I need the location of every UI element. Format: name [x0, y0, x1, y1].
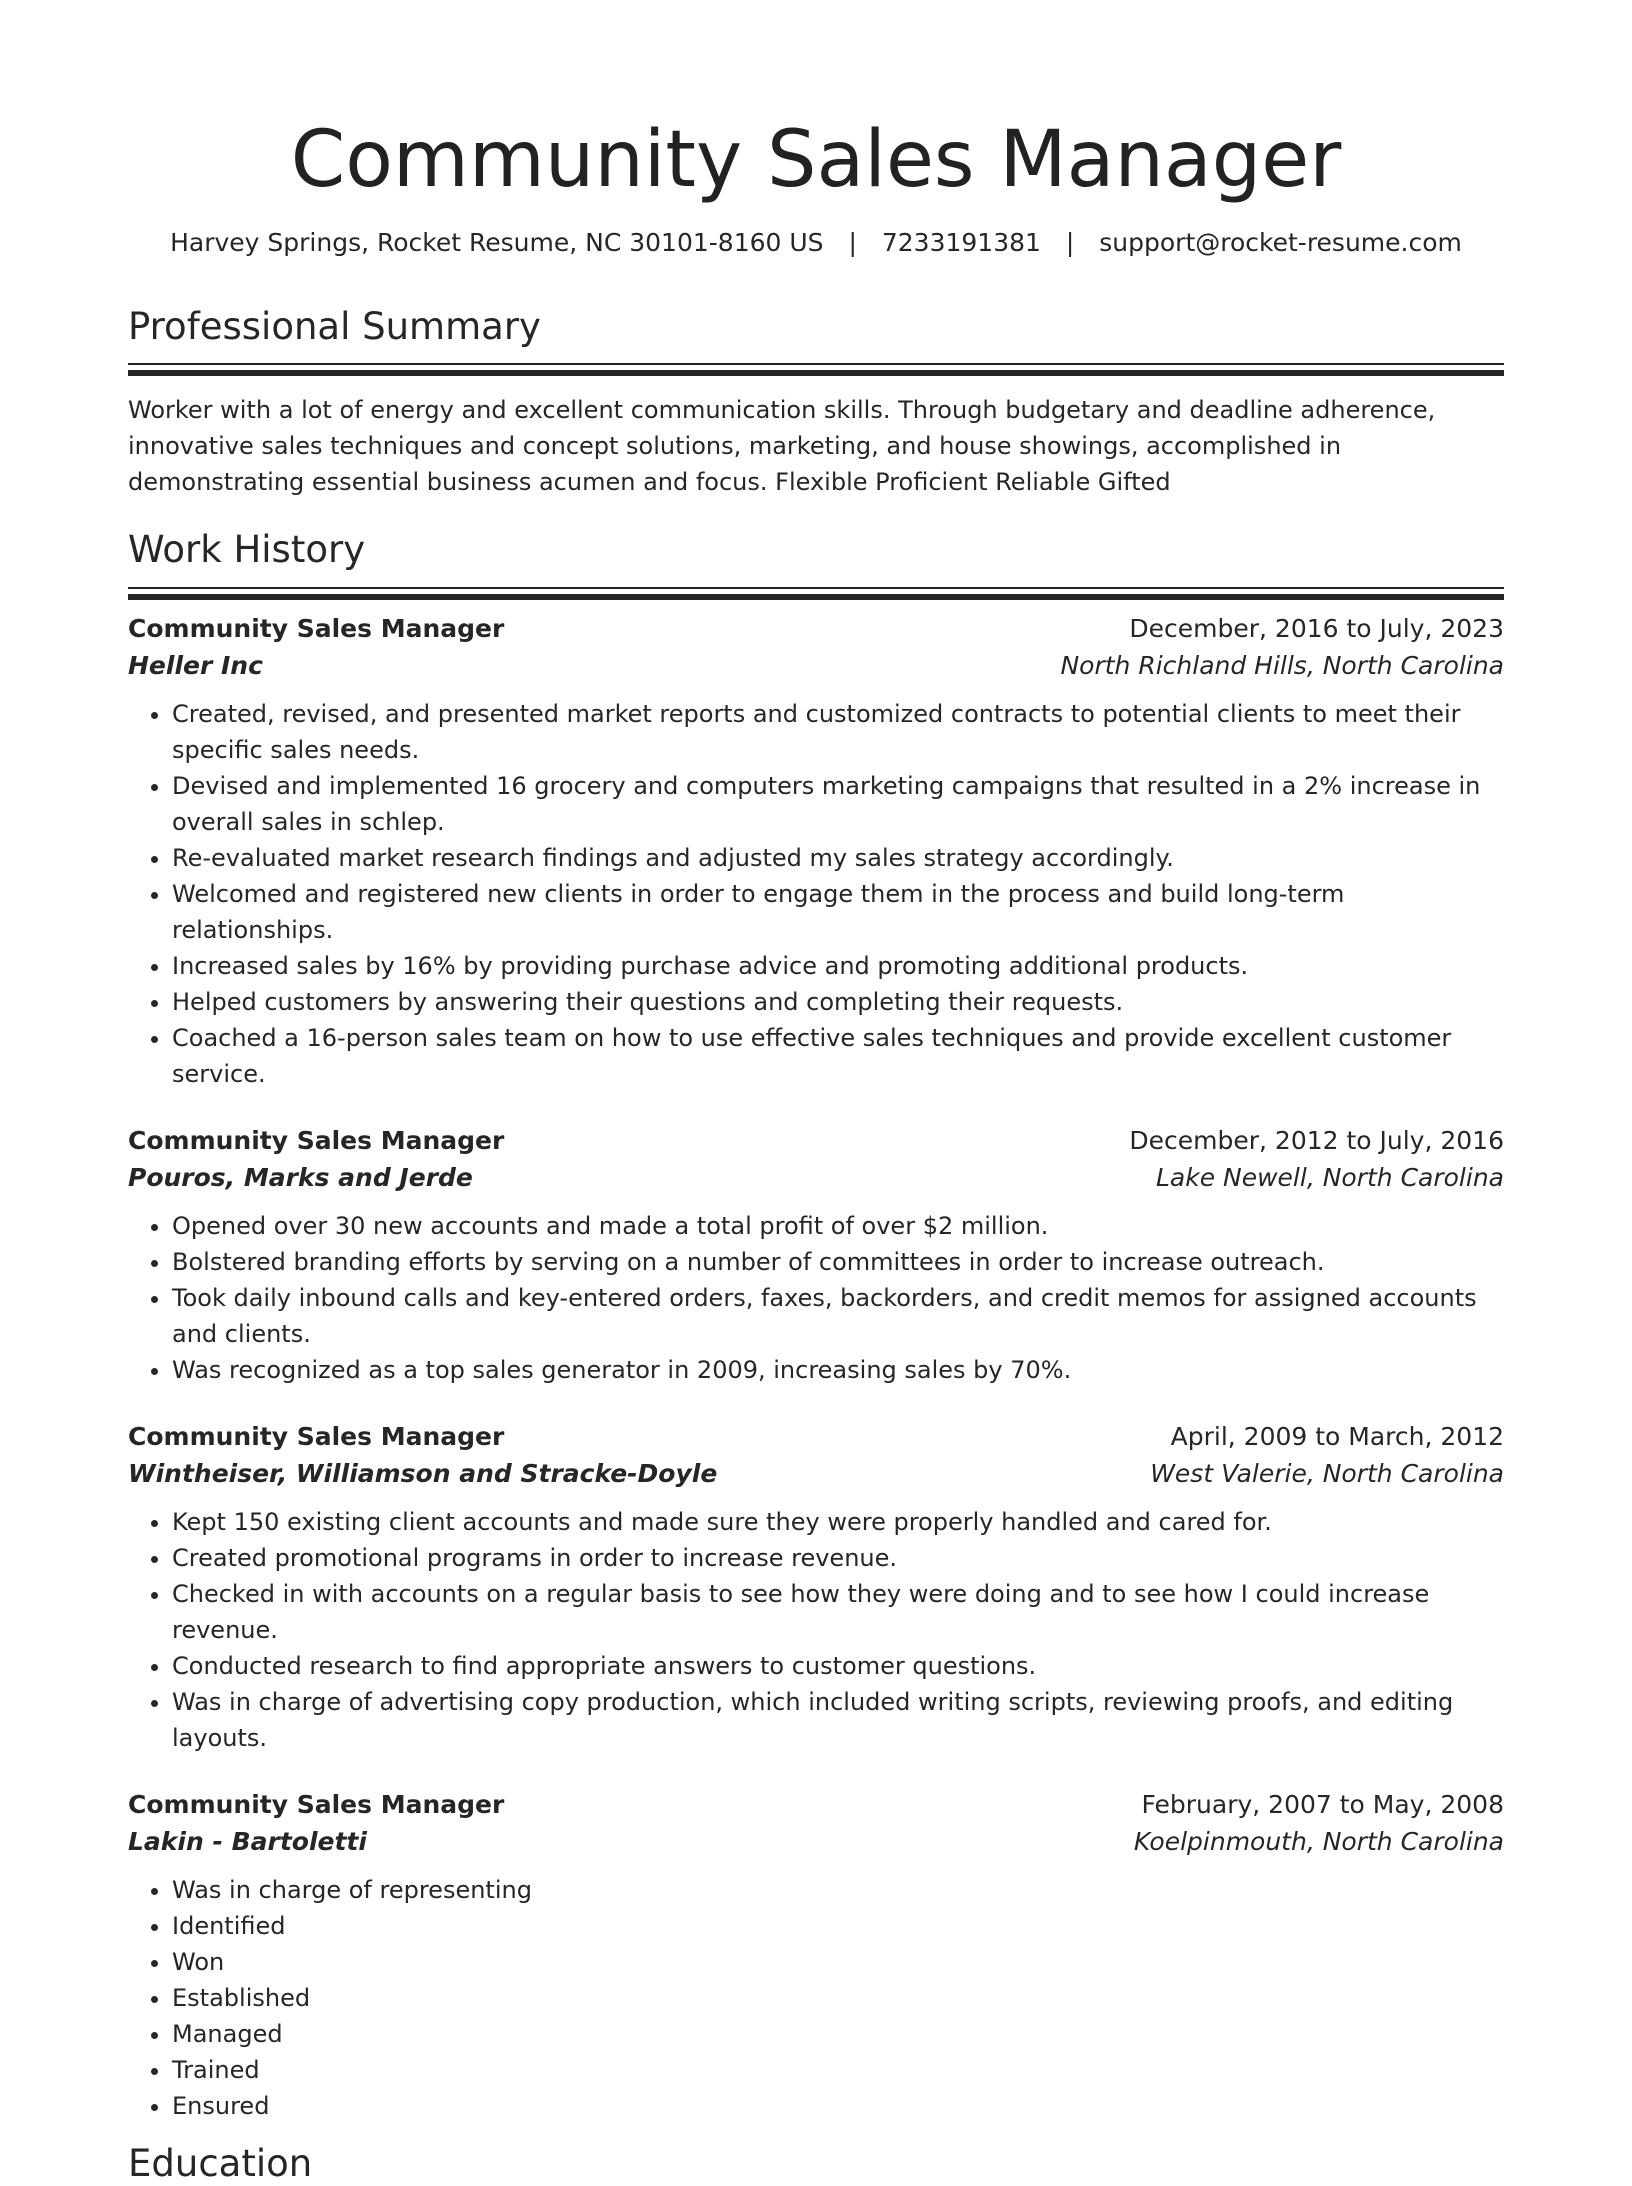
job-entry [128, 1790, 1504, 2124]
job-bullet: • Opened over 30 new accounts and made a total profit of over $2 million. [172, 1208, 1504, 1244]
summary-text: Worker with a lot of energy and excellent communication skills. Through budgetary and deadline adherence, innovative sales techniques and concept solutions, marketing, and house showings, accomplished in demonstrating essential business acumen and focus. Flexible Proficient Reliable Gifted [128, 396, 1436, 497]
job-title: Community Sales Manager [128, 1789, 505, 1819]
job-entry [128, 614, 1504, 1092]
job-bullet: • Welcomed and registered new clients in order to engage them in the process and build long-term relationships. [172, 876, 1504, 948]
contact-phone: 7233191381 [881, 227, 1041, 257]
resume-title: Community Sales Manager [290, 115, 1342, 205]
contact-separator: | [848, 227, 857, 257]
job-company: Wintheiser, Williamson and Stracke-Doyle [128, 1458, 718, 1488]
section-heading-education: Education [128, 2141, 313, 2185]
job-bullet: • Was in charge of representing [172, 1872, 1504, 1908]
job-company: Lakin - Bartoletti [128, 1826, 367, 1856]
job-bullet: • Kept 150 existing client accounts and made sure they were properly handled and cared for. [172, 1504, 1504, 1540]
section-divider [128, 363, 1504, 374]
job-dates: December, 2012 to July, 2016 [1129, 1125, 1504, 1155]
job-bullet: • Was recognized as a top sales generator in 2009, increasing sales by 70%. [172, 1352, 1504, 1388]
job-bullet: • Created, revised, and presented market reports and customized contracts to potential clients to meet their specific sales needs. [172, 696, 1504, 768]
section-divider [128, 587, 1504, 598]
job-location: North Richland Hills, North Carolina [1060, 650, 1504, 680]
job-bullet: • Coached a 16-person sales team on how to use effective sales techniques and provide excellent customer service. [172, 1020, 1504, 1092]
job-entry [128, 1422, 1504, 1756]
job-title: Community Sales Manager [128, 1125, 505, 1155]
job-bullet: • Re-evaluated market research findings and adjusted my sales strategy accordingly. [172, 840, 1504, 876]
job-location: Koelpinmouth, North Carolina [1133, 1826, 1504, 1856]
job-bullet: • Managed [172, 2016, 1504, 2052]
job-bullet: • Created promotional programs in order to increase revenue. [172, 1540, 1504, 1576]
job-dates: February, 2007 to May, 2008 [1141, 1789, 1504, 1819]
contact-email: support@rocket-resume.com [1099, 227, 1462, 257]
job-title: Community Sales Manager [128, 1421, 505, 1451]
section-heading-work-history: Work History [128, 528, 366, 572]
job-dates: April, 2009 to March, 2012 [1170, 1421, 1504, 1451]
job-company: Pouros, Marks and Jerde [128, 1162, 473, 1192]
job-bullet: • Helped customers by answering their questions and completing their requests. [172, 984, 1504, 1020]
contact-address: Harvey Springs, Rocket Resume, NC 30101-8160 US [170, 227, 824, 257]
contact-separator: | [1065, 227, 1075, 257]
job-bullet: • Trained [172, 2052, 1504, 2088]
job-title: Community Sales Manager [128, 613, 505, 643]
section-heading-summary: Professional Summary [128, 304, 541, 348]
job-company: Heller Inc [128, 650, 263, 680]
job-bullet: • Took daily inbound calls and key-entered orders, faxes, backorders, and credit memos for assigned accounts and clients. [172, 1280, 1504, 1352]
job-bullet: • Conducted research to find appropriate answers to customer questions. [172, 1648, 1504, 1684]
job-location: Lake Newell, North Carolina [1155, 1162, 1504, 1192]
job-bullets [128, 1208, 1504, 1388]
job-bullet: • Won [172, 1944, 1504, 1980]
job-bullet: • Increased sales by 16% by providing purchase advice and promoting additional products. [172, 948, 1504, 984]
job-bullet: • Bolstered branding efforts by serving on a number of committees in order to increase outreach. [172, 1244, 1504, 1280]
job-bullets [128, 696, 1504, 1092]
job-location: West Valerie, North Carolina [1150, 1458, 1504, 1488]
job-entry [128, 1126, 1504, 1388]
job-dates: December, 2016 to July, 2023 [1129, 613, 1504, 643]
job-bullet: • Ensured [172, 2088, 1504, 2124]
job-bullet: • Was in charge of advertising copy production, which included writing scripts, reviewing proofs, and editing layouts. [172, 1684, 1504, 1756]
job-bullet: • Identified [172, 1908, 1504, 1944]
job-bullet: • Devised and implemented 16 grocery and computers marketing campaigns that resulted in a 2% increase in overall sales in schlep. [172, 768, 1504, 840]
job-bullets [128, 1872, 1504, 2124]
contact-line [128, 228, 1504, 257]
job-bullet: • Established [172, 1980, 1504, 2016]
job-bullet: • Checked in with accounts on a regular basis to see how they were doing and to see how I could increase revenue. [172, 1576, 1504, 1648]
job-bullets [128, 1504, 1504, 1756]
